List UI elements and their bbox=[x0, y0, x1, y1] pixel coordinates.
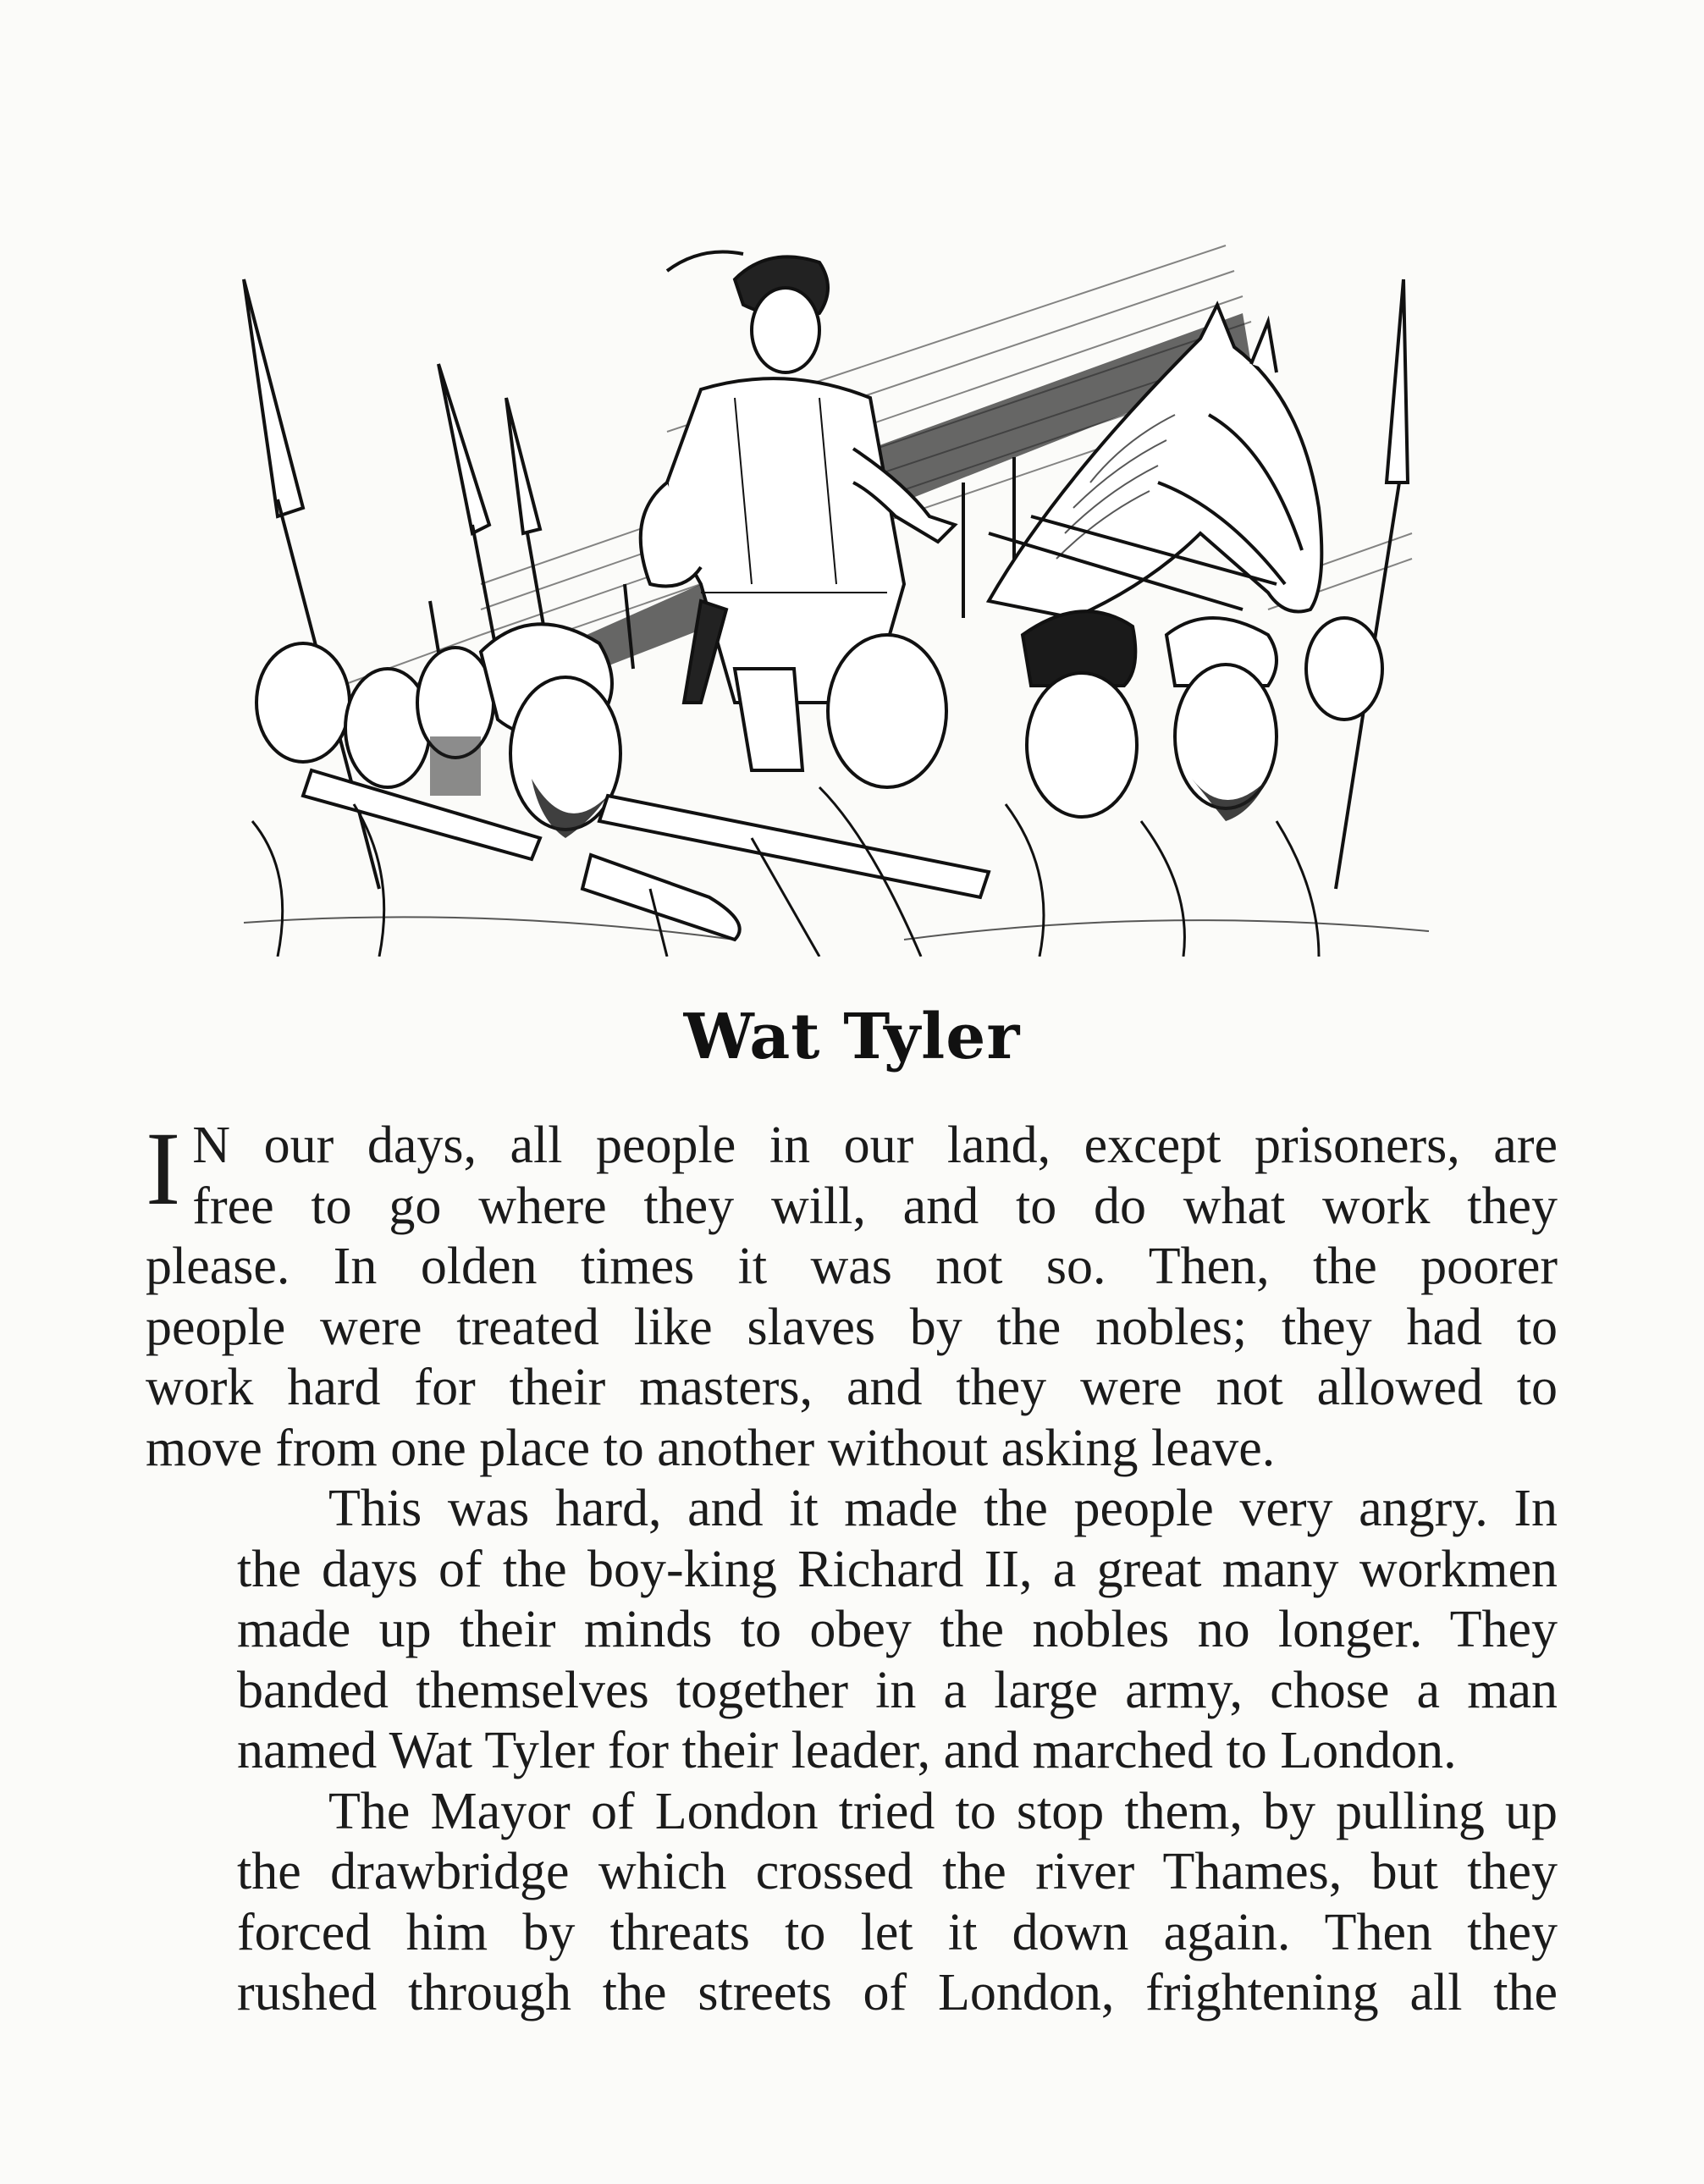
text-line: move from one place to another without asking leave. bbox=[146, 1419, 1276, 1477]
text-line: This was hard, and it made the people very angry. In bbox=[328, 1480, 1558, 1537]
text-line: The Mayor of London tried to stop them, by pulling up bbox=[328, 1782, 1558, 1840]
story-text bbox=[146, 1111, 1558, 2024]
text-line: forced him by threats to let it down again. Then they bbox=[237, 1903, 1558, 1961]
text-line: work hard for their masters, and they were not allowed to bbox=[146, 1359, 1558, 1416]
paragraph-3 bbox=[146, 1782, 1558, 2024]
wat-tyler-illustration bbox=[227, 229, 1454, 957]
wat-tyler-on-horseback-illustration bbox=[227, 229, 1454, 957]
text-line: free to go where they will, and to do what work they bbox=[192, 1177, 1558, 1235]
text-line: named Wat Tyler for their leader, and marched to London. bbox=[237, 1722, 1457, 1779]
text-line: N our days, all people in our land, except prisoners, are bbox=[192, 1117, 1558, 1174]
drop-cap: I bbox=[146, 1111, 181, 1227]
page-title: Wat Tyler bbox=[683, 1001, 1021, 1073]
text-line: made up their minds to obey the nobles no longer. They bbox=[237, 1601, 1558, 1658]
paragraph-1 bbox=[146, 1111, 1558, 1479]
paragraph-2 bbox=[146, 1479, 1558, 1782]
text-line: the days of the boy-king Richard II, a great many workmen bbox=[237, 1540, 1558, 1598]
text-line: people were treated like slaves by the nobles; they had to bbox=[146, 1298, 1558, 1356]
text-line: rushed through the streets of London, frightening all the bbox=[237, 1964, 1558, 2021]
text-line: the drawbridge which crossed the river Thames, but they bbox=[237, 1843, 1558, 1900]
text-line: banded themselves together in a large army, chose a man bbox=[237, 1661, 1558, 1719]
text-line: please. In olden times it was not so. Then, the poorer bbox=[146, 1238, 1558, 1295]
